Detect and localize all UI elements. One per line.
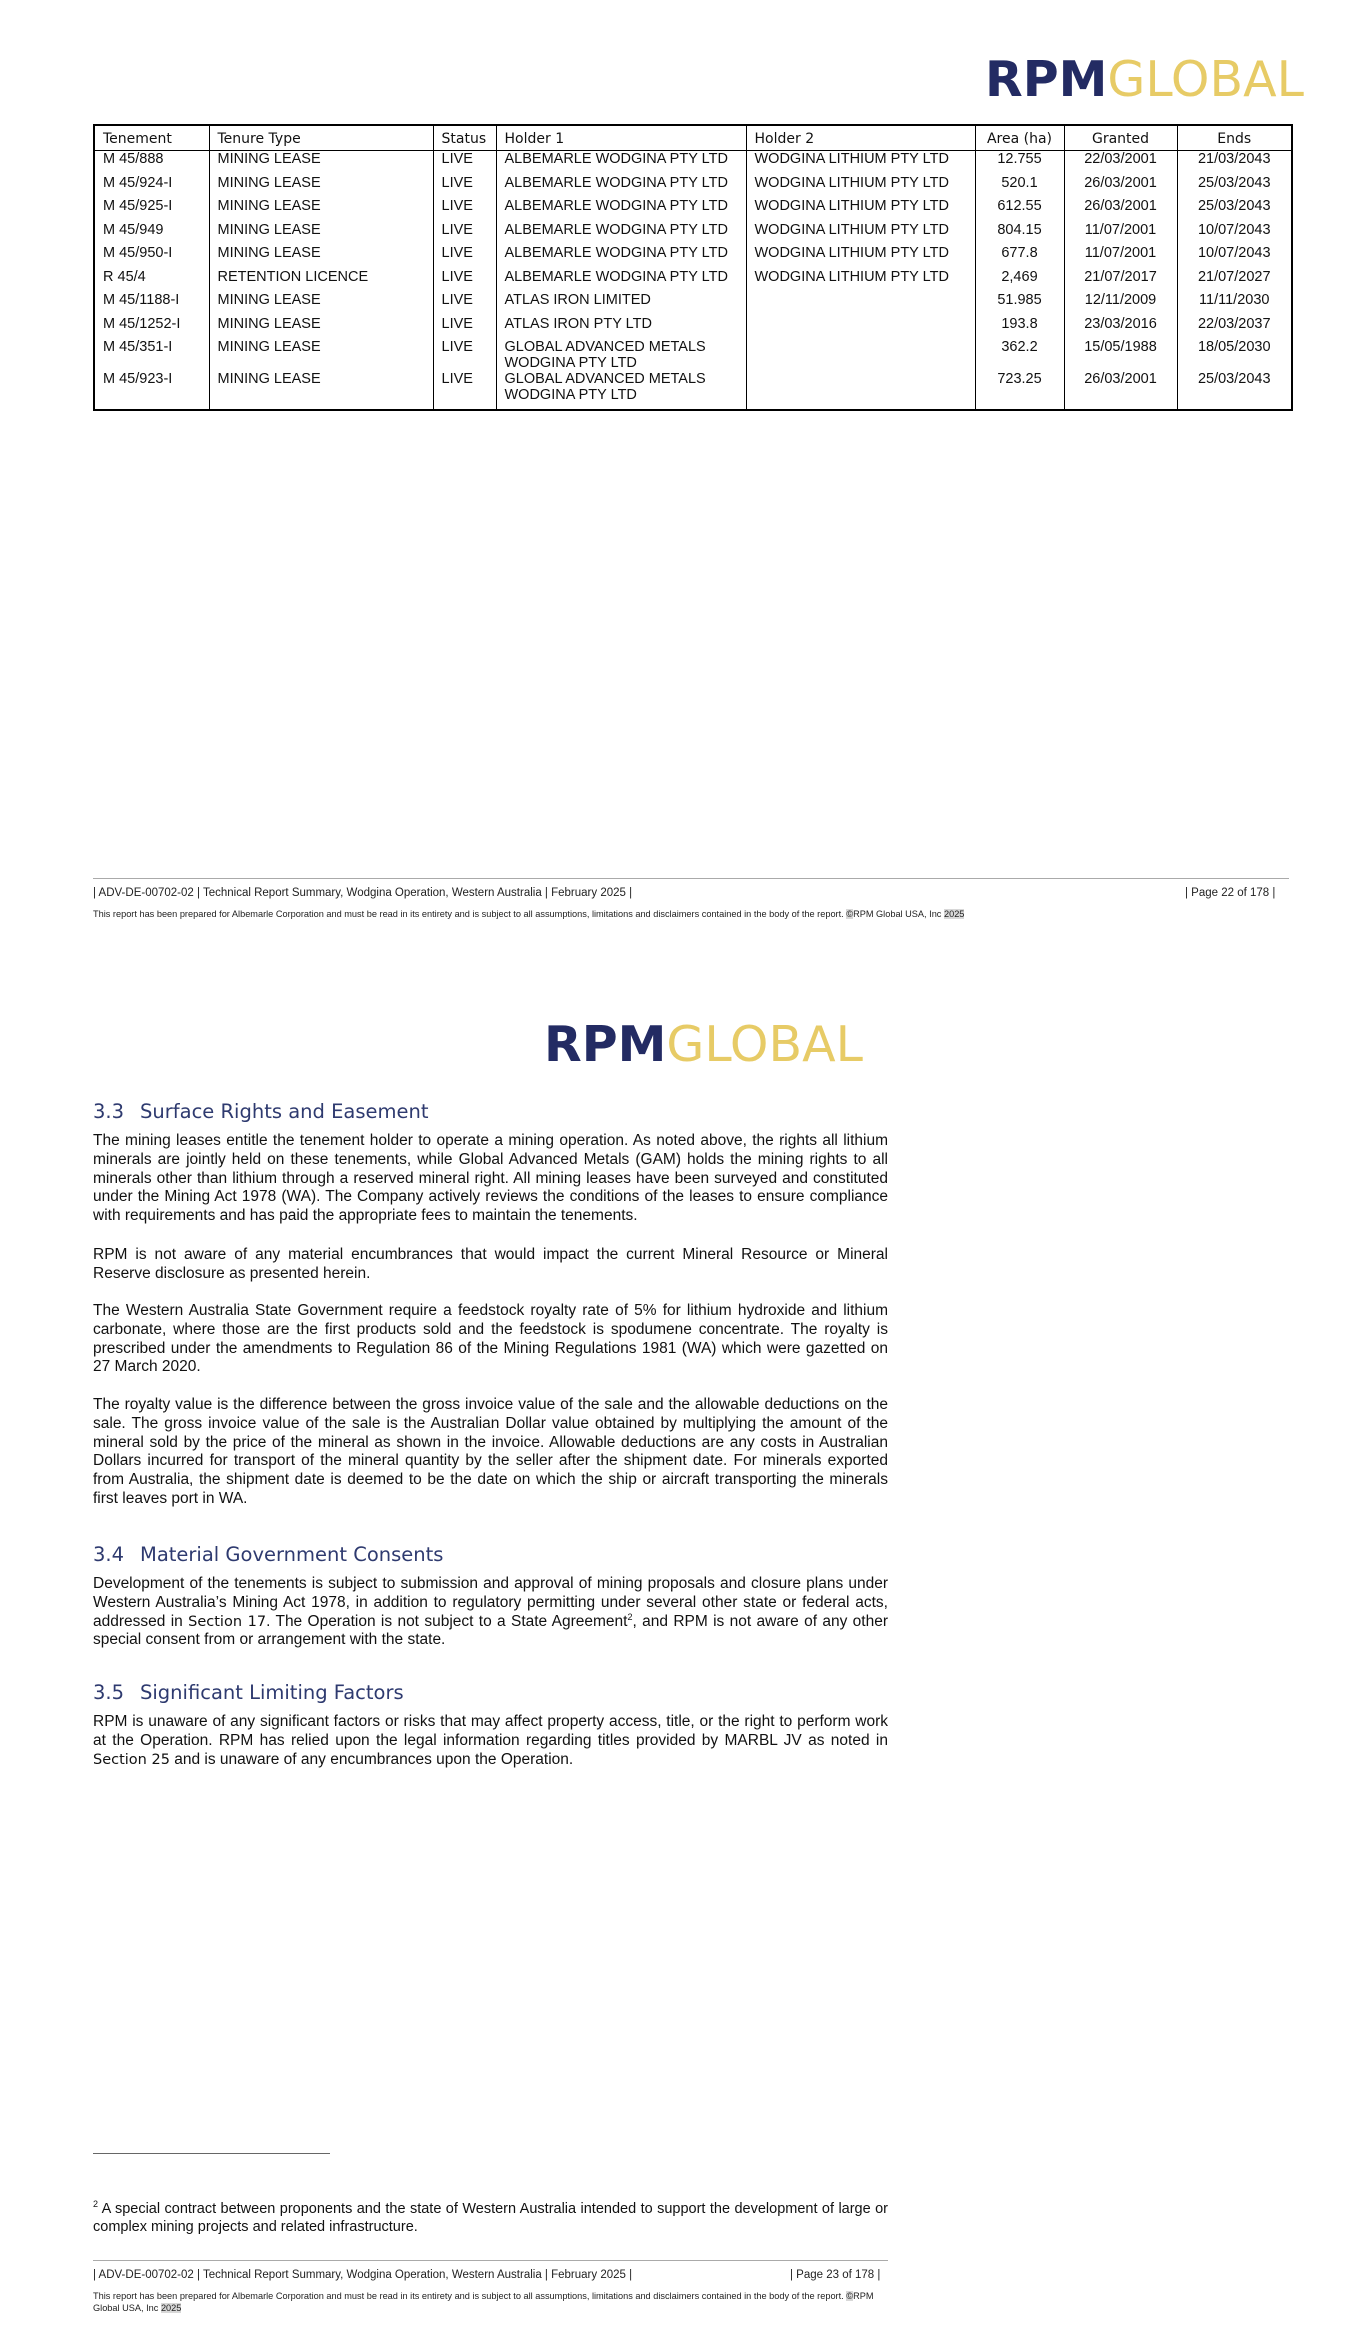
cell-ends: 11/11/2030 [1177, 292, 1291, 316]
cell-ends: 25/03/2043 [1177, 198, 1291, 222]
section-heading-3-5 [93, 1681, 404, 1704]
cell-status: LIVE [433, 339, 496, 371]
text-run: . The Operation is not subject to a State Agreement [266, 1612, 628, 1630]
cell-holder-2: WODGINA LITHIUM PTY LTD [746, 198, 975, 222]
paragraph-royalty-value: The royalty value is the difference between the gross invoice value of the sale and the allowable deductions on the sale. The gross invoice value of the sale is the Australian Dollar value obtained by multiplying the amount of the mineral sold by the price of the mineral as shown in the invoice. Allowable deductions are any costs in Australian Dollars incurred for transport of the mineral quantity by the seller after the shipment date. For minerals exported from Australia, the shipment date is deemed to be the date on which the ship or aircraft transporting the minerals first leaves port in WA. [93, 1396, 888, 1507]
cell-holder-1: GLOBAL ADVANCED METALS WODGINA PTY LTD [496, 339, 746, 371]
cell-tenement: M 45/925-I [103, 198, 173, 214]
cell-status: LIVE [433, 292, 496, 316]
cell-ends: 21/03/2043 [1177, 151, 1291, 175]
cell-status: LIVE [433, 198, 496, 222]
cell-granted: 22/03/2001 [1064, 151, 1177, 175]
cell-tenement: M 45/924-I [103, 174, 173, 191]
cell-granted: 11/07/2001 [1064, 222, 1177, 246]
cell-tenement: M 45/351-I [103, 339, 173, 355]
page-23 [0, 940, 1365, 2330]
cell-ends: 18/05/2030 [1177, 339, 1291, 371]
cell-tenure-type: MINING LEASE [209, 222, 433, 246]
logo-rpm: RPM [544, 1016, 667, 1073]
cell-holder-1: ALBEMARLE WODGINA PTY LTD [496, 198, 746, 222]
col-header-status: Status [433, 126, 496, 151]
cell-ends: 21/07/2027 [1177, 269, 1291, 293]
cell-holder-1: ATLAS IRON LIMITED [496, 292, 746, 316]
cell-holder-2 [746, 292, 975, 316]
tenement-table [93, 124, 1293, 411]
section-heading-3-4 [93, 1543, 443, 1566]
footer-copyright-mark: © [846, 909, 854, 919]
table-row [95, 339, 1291, 371]
cell-tenure-type: MINING LEASE [209, 292, 433, 316]
section-number: 3.4 [93, 1543, 125, 1566]
footer-report-id: | ADV-DE-00702-02 | Technical Report Summary, Wodgina Operation, Western Australia | February 2025 | [93, 887, 633, 899]
cell-holder-1: ALBEMARLE WODGINA PTY LTD [496, 175, 746, 199]
footer-page-number: | Page 23 of 178 | [790, 2269, 881, 2281]
footer-page-number: | Page 22 of 178 | [1185, 887, 1276, 899]
cell-tenure-type: MINING LEASE [209, 198, 433, 222]
cell-tenure-type: MINING LEASE [209, 371, 433, 409]
paragraph-surface-rights: The mining leases entitle the tenement holder to operate a mining operation. As noted above, the rights all lithium minerals are jointly held on these tenements, while Global Advanced Metals (GAM) holds the mining rights to all minerals other than lithium through a reserved mineral right. All mining leases have been surveyed and constituted under the Mining Act 1978 (WA). The Company actively reviews the conditions of the leases to ensure compliance with requirements and has paid the appropriate fees to maintain the tenements. [93, 1132, 888, 1225]
footer-disclaimer [93, 908, 1293, 920]
cell-granted: 26/03/2001 [1064, 175, 1177, 199]
table-row [95, 292, 1291, 316]
footnote-mark: 2 [93, 2199, 99, 2210]
table-header-row [95, 126, 1291, 151]
footer-rule [93, 2260, 888, 2261]
footnote-2 [93, 2200, 888, 2236]
footer-report-id: | ADV-DE-00702-02 | Technical Report Summary, Wodgina Operation, Western Australia | February 2025 | [93, 2269, 633, 2281]
cell-holder-2 [746, 316, 975, 340]
rpm-global-logo [544, 1016, 863, 1073]
cell-status: LIVE [433, 222, 496, 246]
footer-disclaimer-text: This report has been prepared for Albemarle Corporation and must be read in its entirety and is subject to all assumptions, limitations and disclaimers contained in the body of the report. [93, 909, 844, 919]
cell-granted: 26/03/2001 [1064, 198, 1177, 222]
footer-year: 2025 [943, 909, 965, 919]
paragraph-royalty-rate: The Western Australia State Government require a feedstock royalty rate of 5% for lithium hydroxide and lithium carbonate, where those are the first products sold and the feedstock is spodumene concentrate. The royalty is prescribed under the amendments to Regulation 86 of the Mining Regulations 1981 (WA) which were gazetted on 27 March 2020. [93, 1302, 888, 1376]
cell-tenement: M 45/949 [103, 221, 164, 238]
footer-disclaimer-text: This report has been prepared for Albemarle Corporation and must be read in its entirety and is subject to all assumptions, limitations and disclaimers contained in the body of the report. [93, 2291, 844, 2301]
footer-company: RPM Global USA, Inc [93, 2291, 874, 2313]
cell-holder-2: WODGINA LITHIUM PTY LTD [746, 175, 975, 199]
section-title: Significant Limiting Factors [140, 1681, 404, 1704]
cell-granted: 23/03/2016 [1064, 316, 1177, 340]
cell-holder-1: ATLAS IRON PTY LTD [496, 316, 746, 340]
cell-status: LIVE [433, 245, 496, 269]
cell-holder-2: WODGINA LITHIUM PTY LTD [746, 269, 975, 293]
cell-area: 362.2 [975, 339, 1064, 371]
cell-granted: 12/11/2009 [1064, 292, 1177, 316]
text-run: RPM is unaware of any significant factors or risks that may affect property access, title, or the right to perform work at the Operation. RPM has relied upon the legal information regarding titles provided by MARBL JV as noted in [93, 1713, 888, 1749]
cell-status: LIVE [433, 316, 496, 340]
cell-ends: 10/07/2043 [1177, 222, 1291, 246]
table-row [95, 175, 1291, 199]
col-header-tenement: Tenement [95, 126, 209, 151]
cell-holder-2 [746, 371, 975, 409]
footnote-rule [93, 2153, 330, 2154]
cell-tenement: R 45/4 [103, 268, 146, 285]
cell-ends: 10/07/2043 [1177, 245, 1291, 269]
footer-disclaimer [93, 2290, 888, 2314]
table-row [95, 151, 1291, 175]
cell-area: 677.8 [975, 245, 1064, 269]
cell-area: 193.8 [975, 316, 1064, 340]
section-heading-3-3 [93, 1100, 429, 1123]
paragraph-government-consents [93, 1575, 888, 1650]
cell-holder-1: ALBEMARLE WODGINA PTY LTD [496, 222, 746, 246]
cell-tenement: M 45/950-I [103, 245, 173, 261]
footnote-text: A special contract between proponents and the state of Western Australia intended to support the development of large or complex mining projects and related infrastructure. [93, 2201, 889, 2235]
cell-area: 12.755 [975, 151, 1064, 175]
cell-holder-2: WODGINA LITHIUM PTY LTD [746, 222, 975, 246]
cell-area: 520.1 [975, 175, 1064, 199]
cell-holder-1: ALBEMARLE WODGINA PTY LTD [496, 245, 746, 269]
cell-holder-1: GLOBAL ADVANCED METALS WODGINA PTY LTD [496, 371, 746, 409]
text-run: and is unaware of any encumbrances upon the Operation. [174, 1750, 574, 1768]
logo-global: GLOBAL [1107, 51, 1304, 108]
cell-granted: 26/03/2001 [1064, 371, 1177, 409]
cell-holder-1: ALBEMARLE WODGINA PTY LTD [496, 269, 746, 293]
cell-holder-2: WODGINA LITHIUM PTY LTD [746, 151, 975, 175]
section-number: 3.5 [93, 1681, 125, 1704]
cell-holder-2: WODGINA LITHIUM PTY LTD [746, 245, 975, 269]
section-title: Material Government Consents [140, 1543, 444, 1566]
footer-copyright-mark: © [846, 2291, 854, 2301]
table-row [95, 198, 1291, 222]
cell-ends: 25/03/2043 [1177, 371, 1291, 409]
logo-rpm: RPM [985, 51, 1108, 108]
cell-tenement: M 45/923-I [103, 371, 173, 387]
footnote-ref-2[interactable]: 2 [627, 1611, 633, 1622]
table-row [95, 245, 1291, 269]
cell-tenement: M 45/888 [103, 151, 164, 167]
cell-granted: 11/07/2001 [1064, 245, 1177, 269]
logo-global: GLOBAL [666, 1016, 863, 1073]
section-title: Surface Rights and Easement [140, 1100, 429, 1123]
cell-status: LIVE [433, 269, 496, 293]
cell-granted: 15/05/1988 [1064, 339, 1177, 371]
cell-area: 612.55 [975, 198, 1064, 222]
footer-rule [93, 878, 1289, 879]
cell-ends: 25/03/2043 [1177, 175, 1291, 199]
col-header-area: Area (ha) [975, 126, 1064, 151]
col-header-tenure-type: Tenure Type [209, 126, 433, 151]
cell-status: LIVE [433, 175, 496, 199]
col-header-holder-1: Holder 1 [496, 126, 746, 151]
cell-tenure-type: MINING LEASE [209, 151, 433, 175]
table-row [95, 269, 1291, 293]
cell-tenement: M 45/1252-I [103, 315, 181, 332]
cell-tenement: M 45/1188-I [103, 292, 180, 308]
cell-tenure-type: MINING LEASE [209, 245, 433, 269]
cell-tenure-type: RETENTION LICENCE [209, 269, 433, 293]
footer-company: RPM Global USA, Inc [853, 909, 942, 919]
cell-status: LIVE [433, 151, 496, 175]
paragraph-limiting-factors [93, 1713, 888, 1769]
cell-tenure-type: MINING LEASE [209, 175, 433, 199]
cell-status: LIVE [433, 371, 496, 409]
page-22 [0, 0, 1365, 940]
col-header-ends: Ends [1177, 126, 1291, 151]
cell-area: 2,469 [975, 269, 1064, 293]
col-header-holder-2: Holder 2 [746, 126, 975, 151]
section-25-link[interactable]: Section 25 [93, 1751, 170, 1768]
cell-area: 51.985 [975, 292, 1064, 316]
text-run: , and RPM is not aware of any other special consent from or arrangement with the state. [93, 1612, 888, 1649]
table-row [95, 316, 1291, 340]
cell-tenure-type: MINING LEASE [209, 339, 433, 371]
cell-area: 723.25 [975, 371, 1064, 409]
cell-holder-2 [746, 339, 975, 371]
cell-granted: 21/07/2017 [1064, 269, 1177, 293]
cell-tenure-type: MINING LEASE [209, 316, 433, 340]
cell-holder-1: ALBEMARLE WODGINA PTY LTD [496, 151, 746, 175]
table-row [95, 371, 1291, 409]
rpm-global-logo [985, 51, 1304, 108]
paragraph-encumbrances: RPM is not aware of any material encumbrances that would impact the current Mineral Resource or Mineral Reserve disclosure as presented herein. [93, 1246, 888, 1282]
table-row [95, 222, 1291, 246]
footer-year: 2025 [160, 2303, 182, 2313]
col-header-granted: Granted [1064, 126, 1177, 151]
cell-ends: 22/03/2037 [1177, 316, 1291, 340]
section-number: 3.3 [93, 1100, 125, 1123]
section-17-link[interactable]: Section 17 [188, 1613, 267, 1630]
cell-area: 804.15 [975, 222, 1064, 246]
text-run: Development of the tenements is subject to submission and approval of mining proposals and closure plans under Western Australia’s Mining Act 1978, in addition to regulatory permitting under several other state or federal acts, addressed in [93, 1575, 888, 1630]
